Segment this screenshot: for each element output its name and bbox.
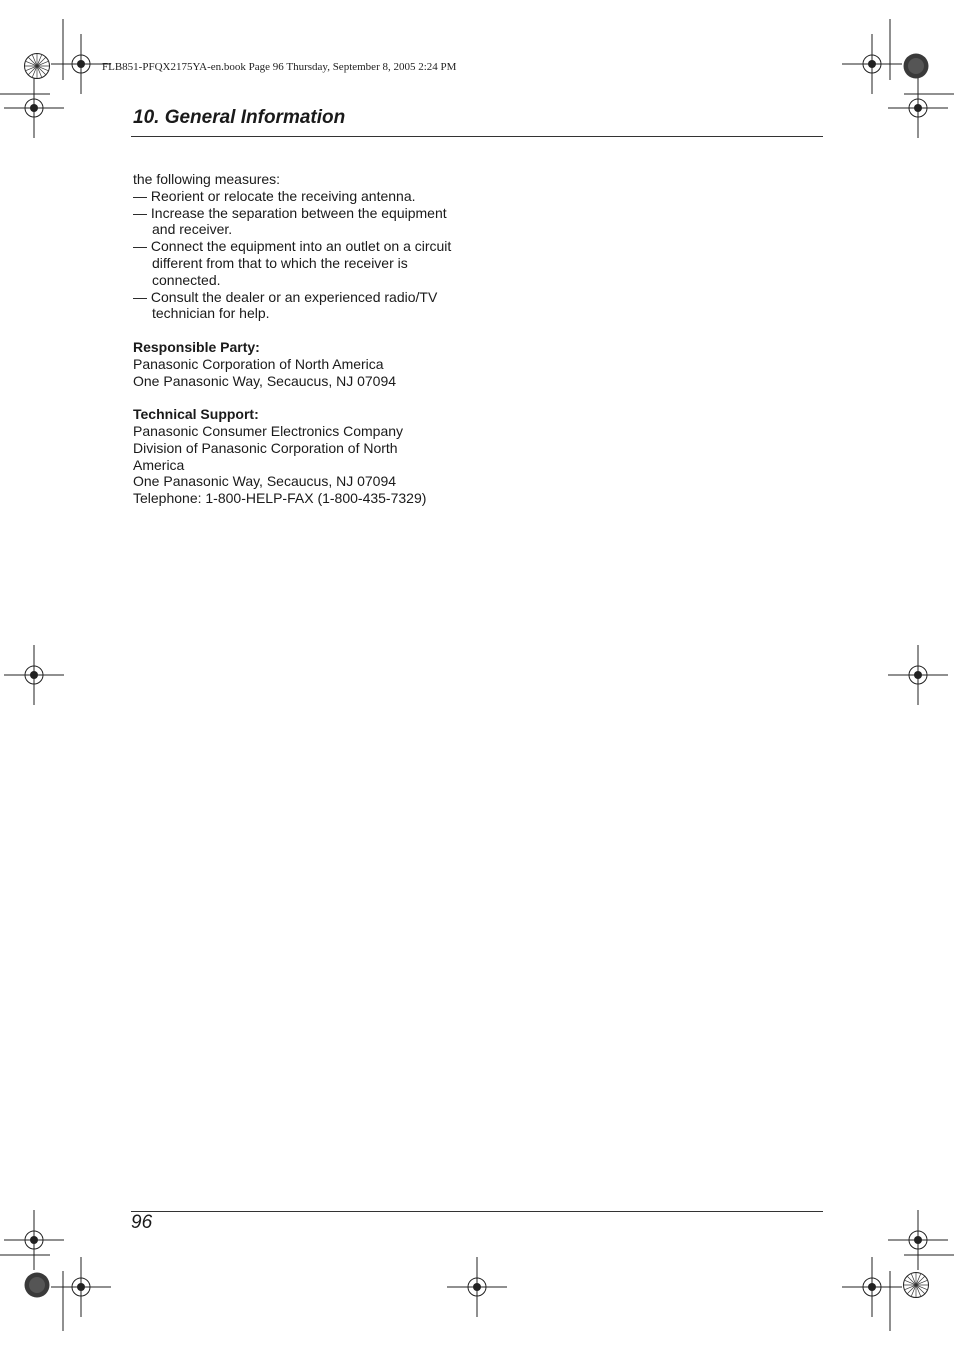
list-item: — Connect the equipment into an outlet on a circuit different from that to which the receiver is connected. [133, 238, 452, 288]
technical-support-heading: Technical Support: [133, 406, 259, 423]
spacer [133, 389, 463, 406]
chapter-title: 10. General Information [133, 107, 346, 128]
list-item: — Reorient or relocate the receiving antenna. [133, 187, 416, 204]
responsible-party-line: One Panasonic Way, Secaucus, NJ 07094 [133, 372, 397, 389]
footer-rule [131, 1211, 823, 1212]
list-item: — Increase the separation between the equipment and receiver. [133, 204, 447, 238]
technical-support-line: Panasonic Consumer Electronics Company [133, 422, 404, 439]
responsible-party-heading: Responsible Party: [133, 338, 260, 355]
responsible-party-line: Panasonic Corporation of North America [133, 355, 384, 372]
body-content [133, 171, 463, 507]
page-number: 96 [131, 1212, 153, 1233]
technical-support-line: Telephone: 1-800-HELP-FAX (1-800-435-7329) [133, 490, 427, 507]
technical-support-line: One Panasonic Way, Secaucus, NJ 07094 [133, 473, 397, 490]
list-item: — Consult the dealer or an experienced radio/TV technician for help. [133, 288, 438, 322]
header-rule [131, 136, 823, 137]
technical-support-line: Division of Panasonic Corporation of North America [133, 439, 398, 473]
spacer [133, 322, 463, 339]
intro-text: the following measures: [133, 171, 281, 187]
print-slug: FLB851-PFQX2175YA-en.book Page 96 Thursday, September 8, 2005 2:24 PM [102, 61, 457, 73]
